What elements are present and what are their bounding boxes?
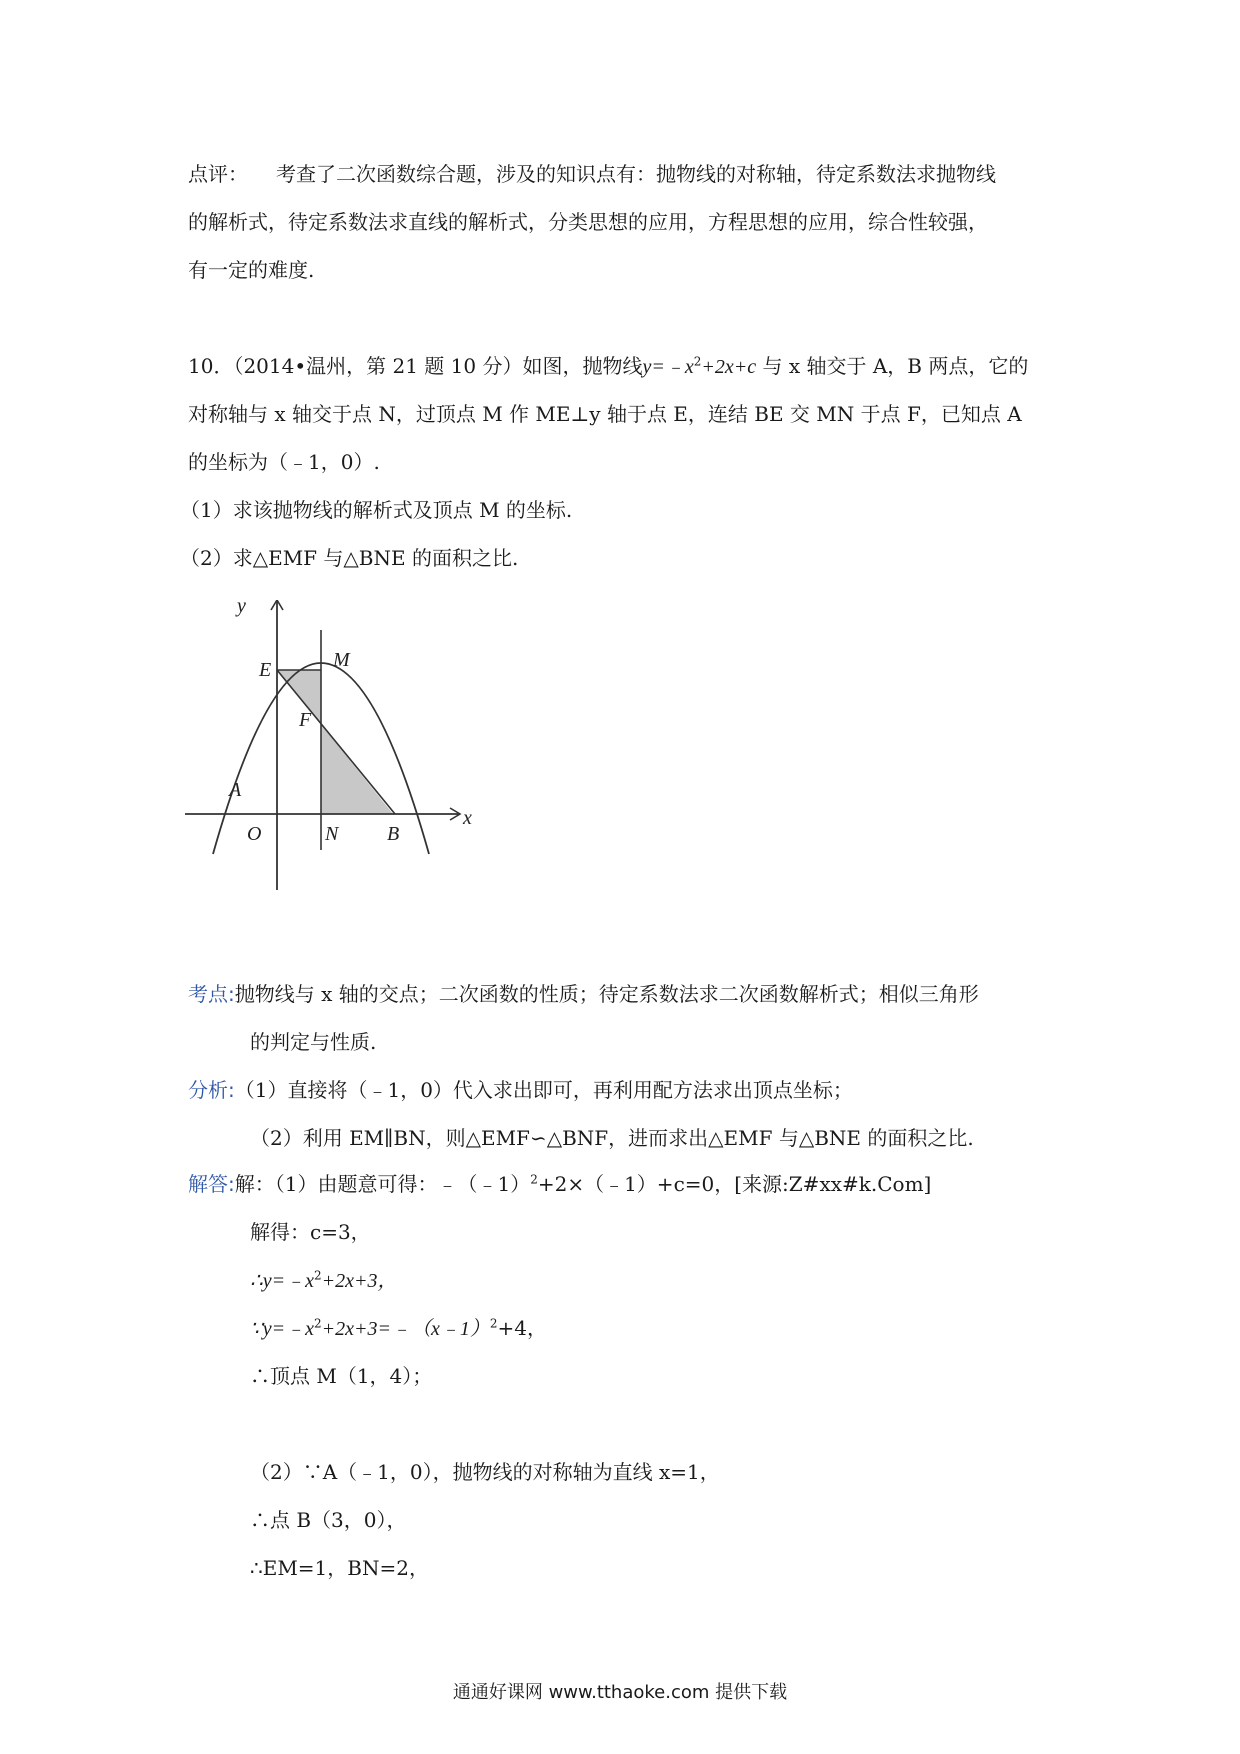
fenxi-line-2: （2）利用 EM∥BN，则△EMF∽△BNF，进而求出△EMF 与△BNE 的面积之比. <box>250 1126 974 1150</box>
jieda-line-7: ∴点 B（3，0）， <box>250 1508 407 1532</box>
parabola-figure <box>185 600 475 890</box>
question-2: （2）求△EMF 与△BNE 的面积之比. <box>180 546 519 570</box>
point-f-label: F <box>299 709 312 731</box>
kaodian-label: 考点: <box>188 982 235 1006</box>
problem-line-2: 对称轴与 x 轴交于点 N，过顶点 M 作 ME⊥y 轴于点 E，连结 BE 交 MN 于点 F，已知点 A <box>188 402 1022 426</box>
review-line-2: 的解析式，待定系数法求直线的解析式，分类思想的应用，方程思想的应用，综合性较强， <box>188 210 988 234</box>
problem-line-3: 的坐标为（﹣1，0）. <box>188 450 380 474</box>
jieda-line-1: 解答:解：（1）由题意可得：﹣（﹣1）$^2$+2×（﹣1）+c=0，[来源:Z#xx#k.Com] <box>188 1172 932 1196</box>
point-o-label: O <box>247 823 262 845</box>
point-m-label: M <box>333 649 350 671</box>
x-axis-label: x <box>463 807 472 829</box>
jieda-line-2: 解得：c=3， <box>250 1220 371 1244</box>
problem-line-1: 10．（2014•温州，第 21 题 10 分）如图，抛物线$y=﹣x^2+2x+c$ 与 x 轴交于 A，B 两点，它的 <box>188 354 1029 378</box>
jieda-line-4: $\because y=﹣x^2+2x+3=﹣(x﹣1)^2+4$， <box>250 1316 547 1340</box>
question-1: （1）求该抛物线的解析式及顶点 M 的坐标. <box>180 498 573 522</box>
review-line-3: 有一定的难度. <box>188 258 315 282</box>
point-n-label: N <box>325 823 339 845</box>
point-e-label: E <box>259 659 272 681</box>
jieda-label: 解答: <box>188 1172 235 1196</box>
fenxi-label: 分析: <box>188 1078 235 1102</box>
y-axis-label: y <box>237 600 246 617</box>
kaodian-line-1: 考点:抛物线与 x 轴的交点；二次函数的性质；待定系数法求二次函数解析式；相似三角形 <box>188 982 979 1006</box>
kaodian-line-2: 的判定与性质. <box>250 1030 377 1054</box>
point-a-label: A <box>229 779 242 801</box>
review-line-1: 点评： 考查了二次函数综合题，涉及的知识点有：抛物线的对称轴，待定系数法求抛物线 <box>188 162 996 186</box>
review-label: 点评： <box>188 162 248 186</box>
point-b-label: B <box>387 823 400 845</box>
jieda-line-6: （2）∵A（﹣1，0），抛物线的对称轴为直线 x=1， <box>250 1460 720 1484</box>
jieda-line-3: $\therefore y=﹣x^2+2x+3$， <box>250 1268 398 1292</box>
page-footer: 通通好课网 www.tthaoke.com 提供下载 <box>452 1682 788 1703</box>
fenxi-line-1: 分析:（1）直接将（﹣1，0）代入求出即可，再利用配方法求出顶点坐标； <box>188 1078 853 1102</box>
jieda-line-5: ∴顶点 M（1，4）； <box>250 1364 433 1388</box>
jieda-line-8: ∴EM=1，BN=2， <box>250 1556 429 1580</box>
